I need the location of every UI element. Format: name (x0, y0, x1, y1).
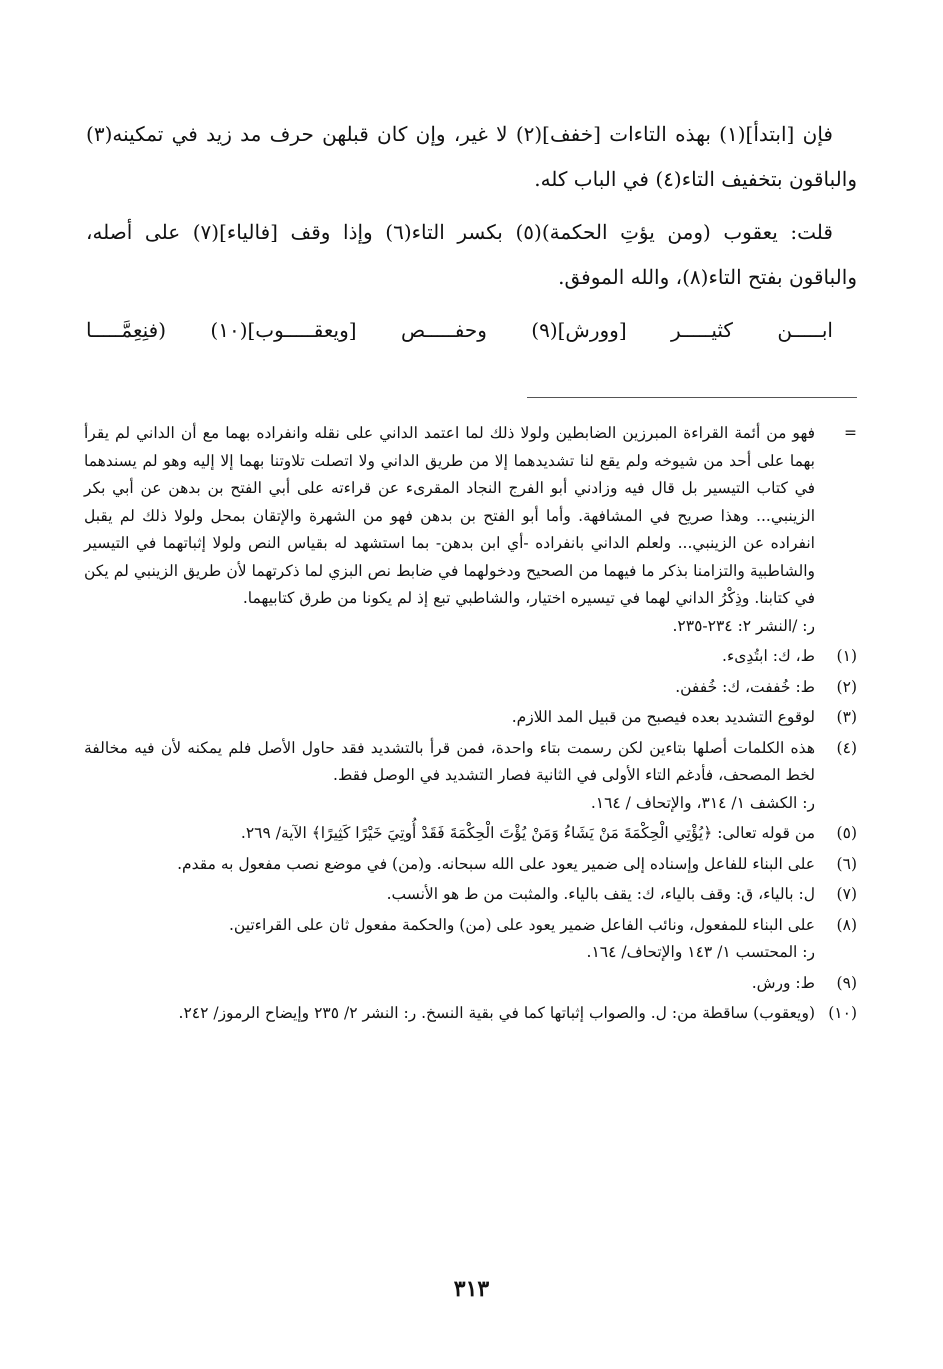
footnote-line: على البناء للفاعل وإسناده إلى ضمير يعود على الله سبحانه. و(من) في موضع نصب مفعول به مقدم. (177, 854, 815, 873)
footnote-text (84, 851, 815, 879)
footnote-line: لوقوع التشديد بعده فيصبح من قبيل المد اللازم. (511, 708, 815, 726)
footnote-number: (٤) (836, 738, 857, 757)
footnote-number: (٥) (836, 824, 857, 842)
footnote-text (84, 674, 815, 702)
footnote-line: ط: خُففت، ك: خُففن. (675, 677, 815, 696)
footnote (84, 735, 857, 818)
footnote-text (84, 735, 815, 818)
footnote-line: ط: ورش. (751, 973, 815, 992)
footnote-text (84, 643, 815, 671)
footnote-number: (٢) (836, 677, 857, 696)
footnote-line: ر: /النشر ٢: ٢٣٤-٢٣٥. (672, 616, 815, 635)
footnote (84, 820, 857, 848)
footnote-line: من قوله تعالى: ﴿يُؤْتِي الْحِكْمَةَ مَنْ يَشَاءُ وَمَنْ يُؤْتَ الْحِكْمَةَ فَقَدْ أُوتِيَ خَيْرًا كَثِيرًا﴾ الآية/ ٢٦٩. (240, 824, 815, 842)
footnote-text (84, 1000, 815, 1028)
footnote (84, 1000, 857, 1028)
main-text (86, 112, 857, 353)
footnote-number: = (844, 424, 857, 442)
footnote (84, 674, 857, 702)
footnote (84, 643, 857, 671)
footnote-number: (٣) (836, 708, 857, 726)
footnote-number: (١٠) (828, 1004, 857, 1022)
footnote (84, 851, 857, 879)
main-paragraph: فإن [ابتدأ](١) بهذه التاءات [خفف](٢) لا غير، وإن كان قبلهن حرف مد زيد في تمكينه(٣) والباقون بتخفيف التاء(٤) في الباب كله. (86, 122, 857, 191)
footnote-line: ط، ك: ابتُدِىء. (722, 647, 815, 665)
footnote (84, 704, 857, 732)
footnote-text (84, 881, 815, 909)
footnote-number: (٦) (836, 854, 857, 873)
footnote-line: فهو من أئمة القراءة المبرزين الضابطين ولولا ذلك لما اعتمد الداني على نقله وانفراده بهما مع أن الداني لم يقرأ بهما على أحد من شيوخه ولم يقع لنا تشديدهما إلا من طريق الداني ولا اتصلت تلاوتنا بهما إلا إليه وهو لم يسندهما في كتاب التيسير بل قال فيه وزادني أبو الفرج النجاد المقرىء عن قراءته على أبي الفتح بن بدهن عن أبي بكر الزينبي... وهذا صريح في المشافهة. وأما أبو الفتح بن بدهن فهو من الشهرة والإتقان بمحل ولولا ذلك لم يقبل انفراده عن الزينبي... ولعلم الداني بانفراده -أي ابن بدهن- بما استشهد له بقياس النص ولولا إثباتهما في التيسير والشاطبية والتزامنا بذكر ما فيهما من الصحيح ودخولهما في ضابط نص البزي لما ذكرتهما لأن طريق الزينبي لم يكن في كتابنا. وذِكْرُ الداني لهما في تيسيره اختيار، والشاطبي تبع إذ لم يكونا من طرق كتابيهما. (84, 424, 815, 607)
footnote-text (84, 820, 815, 848)
footnote-line: (ويعقوب) ساقطة من: ل. والصواب إثباتها كما في بقية النسخ. ر: النشر ٢/ ٢٣٥ وإيضاح الرموز/ ٢٤٢. (178, 1004, 815, 1022)
footnote-divider (527, 397, 857, 398)
footnote-number: (٧) (836, 885, 857, 903)
footnote (84, 881, 857, 909)
footnote-text (84, 912, 815, 967)
footnote-line: هذه الكلمات أصلها بتاءين لكن رسمت بتاء واحدة، فمن قرأ بالتشديد فقد حاول الأصل فلم يمكنه لأن فيه مخالفة لخط المصحف، فأدغم التاء الأولى في الثانية فصار التشديد في الوصل فقط. (84, 738, 815, 784)
footnote-text (84, 420, 815, 640)
footnote-line: ل: بالياء، ق: وقف بالياء، ك: يقف بالياء. والمثبت من ط هو الأنسب. (386, 885, 815, 903)
footnote-text (84, 704, 815, 732)
footnote (84, 970, 857, 998)
footnote-number: (٨) (836, 915, 857, 934)
footnote-number: (٩) (836, 973, 857, 992)
footnote-line: ر: الكشف ١/ ٣١٤، والإتحاف / ١٦٤. (590, 793, 815, 812)
footnote (84, 420, 857, 640)
page-number: ٣١٣ (453, 1276, 490, 1302)
main-paragraph: قلت: يعقوب (ومن يؤتِ الحكمة)(٥) بكسر التاء(٦) وإذا وقف [فالياء](٧) على أصله، والباقون بفتح التاء(٨)، والله الموفق. (86, 220, 857, 289)
main-paragraph: ابـــــن كثيـــــر [وورش](٩) وحفـــــص [ويعقـــــوب](١٠) (فنِعِمَّـــــا (86, 318, 833, 342)
footnote-line: على البناء للمفعول، ونائب الفاعل ضمير يعود على (من) والحكمة مفعول ثان على القراءتين. (228, 915, 815, 934)
footnote-line: ر: المحتسب ١/ ١٤٣ والإتحاف/ ١٦٤. (586, 943, 815, 961)
footnotes (84, 420, 857, 1031)
footnote-number: (١) (836, 647, 857, 665)
footnote-text (84, 970, 815, 998)
footnote (84, 912, 857, 967)
